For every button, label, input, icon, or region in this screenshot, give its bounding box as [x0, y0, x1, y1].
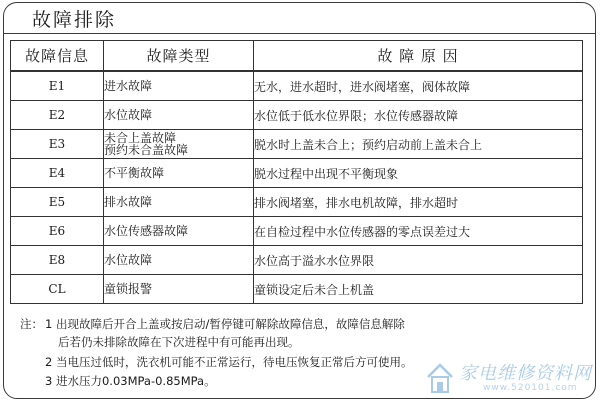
table-row [11, 188, 583, 217]
note-line: 2 当电压过低时，洗衣机可能不正常运行，待电压恢复正常后方可使用。 [45, 355, 413, 369]
fault-code: E2 [11, 101, 104, 130]
fault-code: E8 [11, 246, 104, 275]
fault-cause: 排水阀堵塞，排水电机故障，排水超时 [254, 188, 583, 217]
fault-type [104, 217, 254, 246]
fault-type-line: 水位故障 [104, 108, 153, 122]
header-fault-info: 故障信息 [11, 41, 104, 72]
fault-type-line: 水位故障 [104, 253, 153, 267]
fault-type-line: 排水故障 [104, 195, 153, 209]
fault-type-line: 童锁报警 [104, 282, 153, 296]
fault-cause: 水位低于低水位界限；水位传感器故障 [254, 101, 583, 130]
fault-cause: 脱水过程中出现不平衡现象 [254, 159, 583, 188]
fault-type [104, 246, 254, 275]
table-row [11, 101, 583, 130]
fault-type-line: 水位传感器故障 [104, 224, 189, 238]
note-line: 后若仍未排除故障在下次进程中有可能再出现。 [58, 335, 300, 349]
fault-type-line: 不平衡故障 [104, 166, 165, 180]
table-row [11, 130, 583, 159]
notes-prefix: 注： [20, 317, 43, 331]
fault-cause: 脱水时上盖未合上；预约启动前上盖未合上 [254, 130, 583, 159]
fault-code: E5 [11, 188, 104, 217]
fault-type [104, 275, 254, 304]
table-row [11, 159, 583, 188]
table-row [11, 275, 583, 304]
title-bar [3, 2, 596, 34]
table-row [11, 71, 583, 101]
table-row [11, 246, 583, 275]
fault-type [104, 159, 254, 188]
page-title: 故障排除 [32, 9, 117, 31]
watermark-url: www.520101.com [483, 383, 578, 393]
fault-type [104, 188, 254, 217]
table-row [11, 217, 583, 246]
fault-table-body [11, 71, 583, 304]
fault-cause: 水位高于溢水水位界限 [254, 246, 583, 275]
fault-code: E3 [11, 130, 104, 159]
note-line: 1 出现故障后开合上盖或按启动/暂停键可解除故障信息，故障信息解除 [45, 317, 405, 331]
fault-cause: 在自检过程中水位传感器的零点误差过大 [254, 217, 583, 246]
house-logo-icon [425, 361, 455, 395]
fault-type [104, 71, 254, 101]
fault-code: E4 [11, 159, 104, 188]
table-header-row [11, 41, 583, 72]
fault-cause: 无水，进水超时，进水阀堵塞，阀体故障 [254, 71, 583, 101]
fault-type [104, 101, 254, 130]
fault-cause: 童锁设定后未合上机盖 [254, 275, 583, 304]
fault-type-line: 进水故障 [104, 79, 153, 93]
fault-table [10, 40, 583, 304]
watermark [425, 359, 595, 399]
note-line: 3 进水压力0.03MPa-0.85MPa。 [45, 374, 216, 388]
header-fault-type: 故障类型 [104, 41, 254, 72]
fault-type-line: 未合上盖故障 [104, 131, 177, 145]
fault-code: E6 [11, 217, 104, 246]
watermark-text: 家电维修资料网 [459, 363, 592, 384]
fault-code: CL [11, 275, 104, 304]
fault-type [104, 130, 254, 159]
header-fault-cause: 故 障 原 因 [254, 41, 583, 72]
fault-code: E1 [11, 71, 104, 101]
fault-type-line: 预约未合盖故障 [104, 143, 189, 157]
